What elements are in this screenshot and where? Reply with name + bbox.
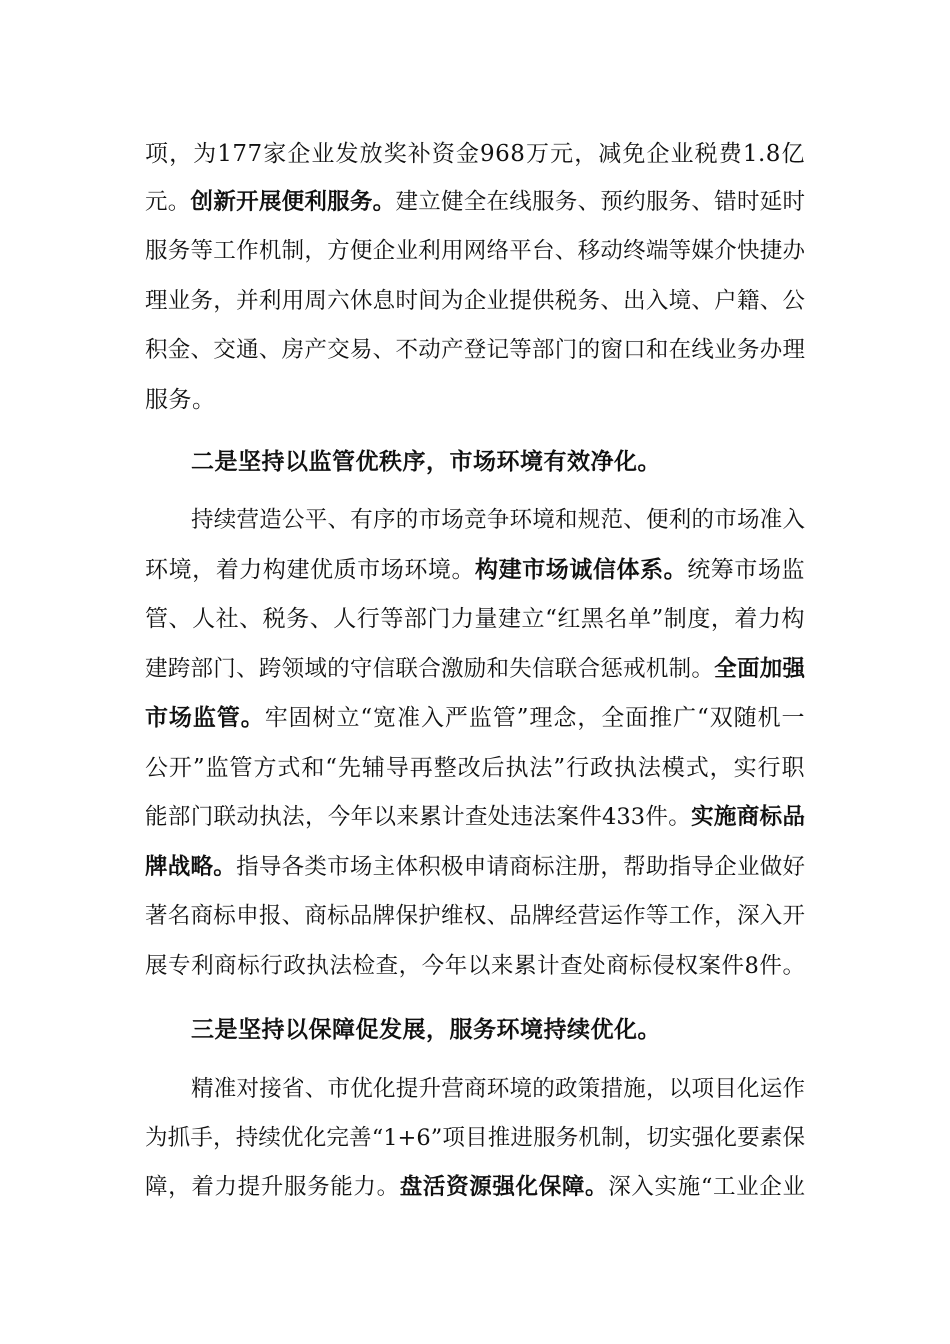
paragraph-line <box>145 899 805 933</box>
text-run: 建立健全在线服务、预约服务、错时延时 <box>395 189 805 215</box>
paragraph-line <box>145 137 805 171</box>
section-heading: 二是坚持以监管优秩序，市场环境有效净化。 <box>191 449 661 475</box>
text-run: 持续营造公平、有序的市场竞争环境和规范、便利的市场准入 <box>191 507 805 533</box>
bold-keyphrase: 实施商标品 <box>691 804 805 830</box>
text-run: 元。 <box>145 189 191 215</box>
paragraph-line <box>145 800 805 834</box>
text-run: 深入实施“工业企业 <box>608 1174 805 1200</box>
text-run: 著名商标申报、商标品牌保护维权、品牌经营运作等工作，深入开 <box>145 903 805 929</box>
bold-keyphrase: 全面加强 <box>714 656 805 682</box>
text-run: 环境，着力构建优质市场环境。 <box>145 557 476 583</box>
paragraph-line <box>145 284 805 318</box>
bold-keyphrase: 市场监管。 <box>145 705 265 731</box>
section-heading: 三是坚持以保障促发展，服务环境持续优化。 <box>191 1017 661 1043</box>
text-run: 建跨部门、跨领域的守信联合激励和失信联合惩戒机制。 <box>145 656 715 682</box>
bold-keyphrase: 牌战略。 <box>145 854 237 880</box>
bold-keyphrase: 构建市场诚信体系。 <box>475 557 688 583</box>
text-run: 管、人社、税务、人行等部门力量建立“红黑名单”制度，着力构 <box>145 606 805 632</box>
paragraph-line <box>191 1072 805 1106</box>
paragraph-line <box>191 503 805 537</box>
paragraph-line <box>145 383 805 417</box>
text-run: 为抓手，持续优化完善“1+6”项目推进服务机制，切实强化要素保 <box>145 1125 805 1151</box>
text-run: 指导各类市场主体积极申请商标注册，帮助指导企业做好 <box>236 854 805 880</box>
paragraph-line <box>145 850 805 884</box>
text-run: 牢固树立“宽准入严监管”理念，全面推广“双随机一 <box>264 705 805 731</box>
text-run: 理业务，并利用周六休息时间为企业提供税务、出入境、户籍、公 <box>145 288 805 314</box>
text-run: 展专利商标行政执法检查，今年以来累计查处商标侵权案件8件。 <box>145 953 805 979</box>
text-run: 服务等工作机制，方便企业利用网络平台、移动终端等媒介快捷办 <box>145 238 805 264</box>
paragraph-line <box>145 333 805 367</box>
bold-keyphrase: 创新开展便利服务。 <box>190 189 396 215</box>
paragraph-line <box>145 185 805 219</box>
text-run: 障，着力提升服务能力。 <box>145 1174 400 1200</box>
paragraph-line <box>145 652 805 686</box>
text-run: 服务。 <box>145 387 216 413</box>
text-run: 公开”监管方式和“先辅导再整改后执法”行政执法模式，实行职 <box>145 755 805 781</box>
paragraph-line <box>145 949 805 983</box>
paragraph-line <box>145 701 805 735</box>
text-run: 积金、交通、房产交易、不动产登记等部门的窗口和在线业务办理 <box>145 337 805 363</box>
paragraph-line <box>145 1170 805 1204</box>
paragraph-line <box>145 751 805 785</box>
paragraph-line <box>145 1121 805 1155</box>
paragraph-line <box>145 234 805 268</box>
text-run: 统筹市场监 <box>687 557 805 583</box>
text-run: 精准对接省、市优化提升营商环境的政策措施，以项目化运作 <box>191 1076 805 1102</box>
text-run: 项，为177家企业发放奖补资金968万元，减免企业税费1.8亿 <box>145 141 805 167</box>
paragraph-line <box>145 602 805 636</box>
text-run: 能部门联动执法，今年以来累计查处违法案件433件。 <box>145 804 692 830</box>
paragraph-line <box>145 553 805 587</box>
bold-keyphrase: 盘活资源强化保障。 <box>399 1174 609 1200</box>
